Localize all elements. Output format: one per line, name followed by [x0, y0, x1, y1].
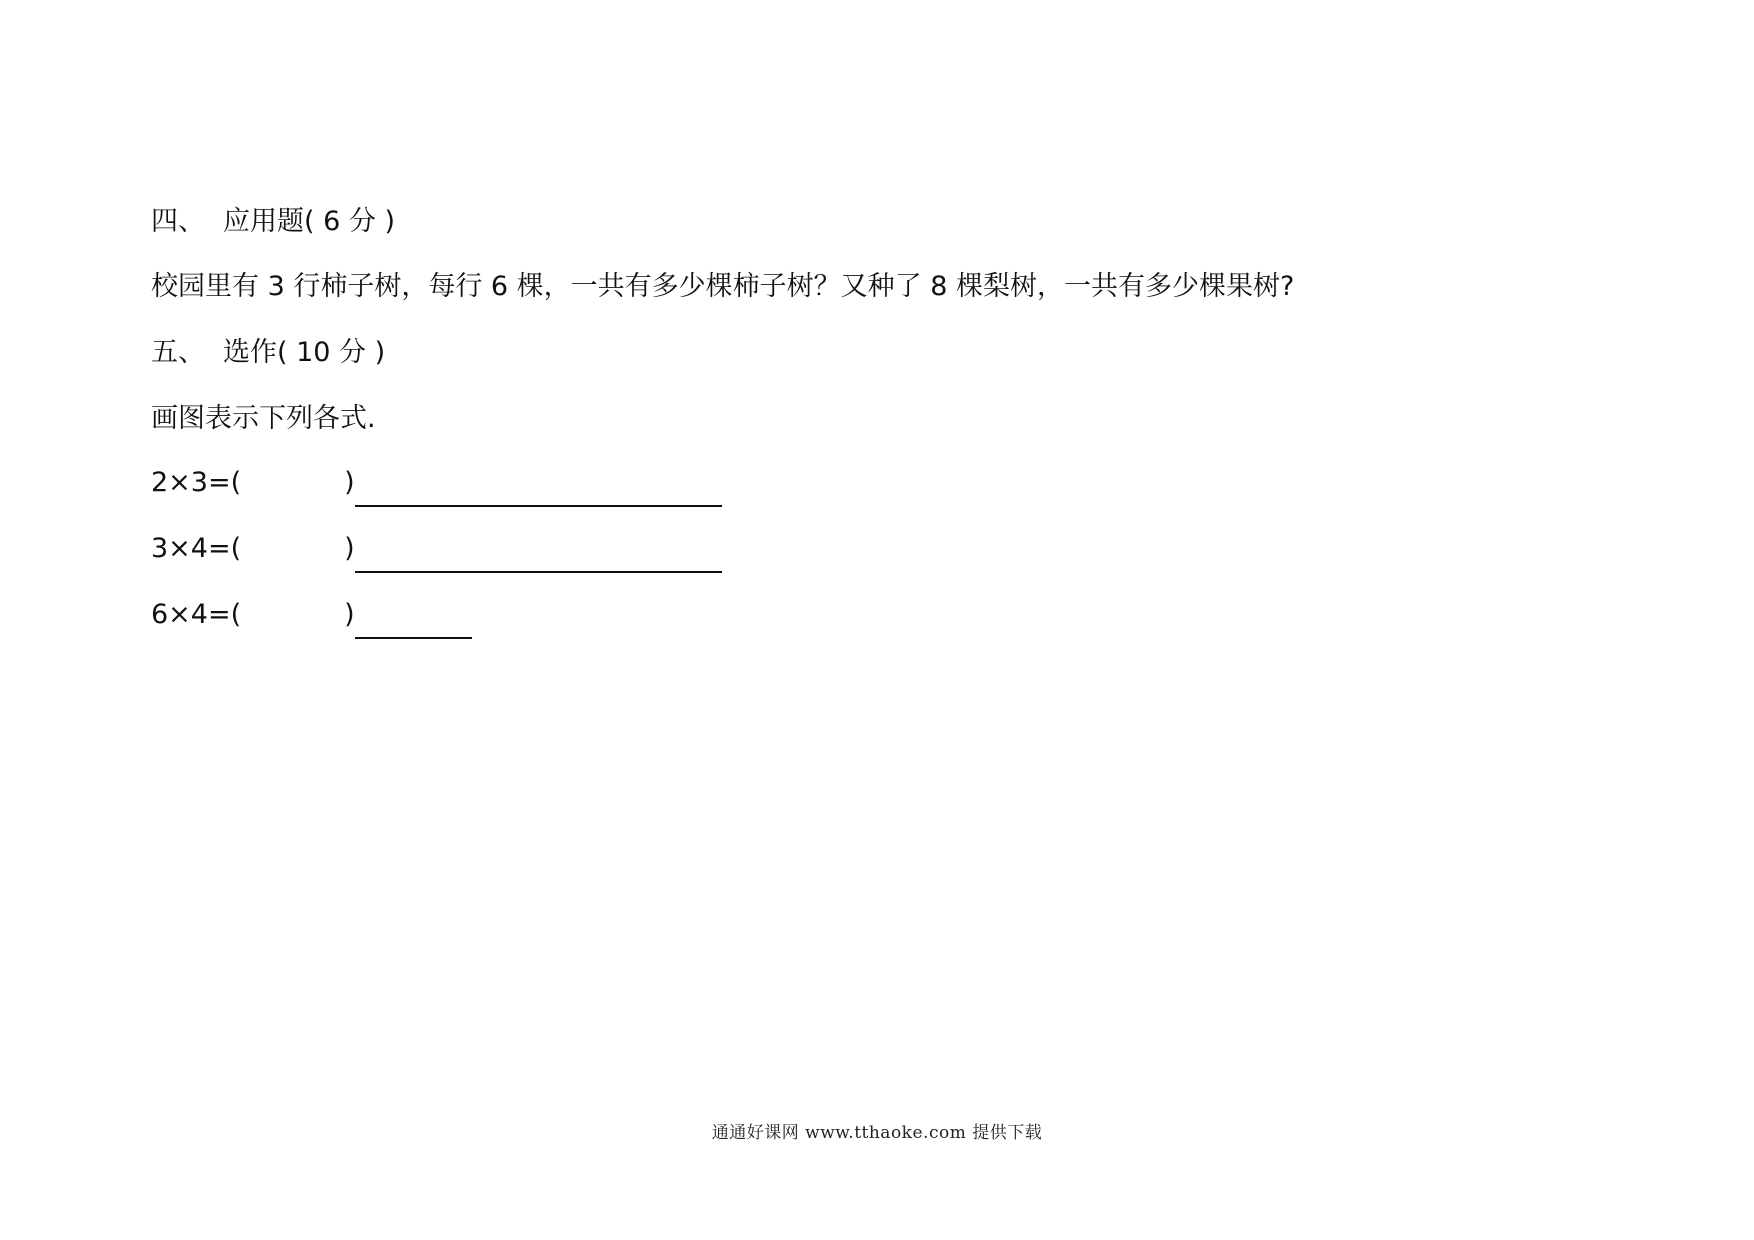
problem-5-instruction: 画图表示下列各式. [151, 403, 376, 434]
section-5-number: 五、 [151, 337, 205, 368]
equation-close-paren: ) [344, 467, 355, 498]
problem-4-text: 校园里有 3 行柿子树，每行 6 棵，一共有多少棵柿子树？又种了 8 棵梨树，一共有多少棵果树? [151, 271, 1295, 302]
equation-expression: 6×4=( [151, 599, 242, 630]
drawing-answer-line[interactable] [355, 471, 722, 507]
equation-row [151, 465, 722, 501]
equation-expression: 3×4=( [151, 533, 242, 564]
equation-close-paren: ) [344, 599, 355, 630]
drawing-answer-line[interactable] [355, 603, 472, 639]
section-5-heading [151, 335, 385, 371]
section-4-heading [151, 204, 395, 240]
equation-row [151, 597, 472, 633]
drawing-answer-line[interactable] [355, 537, 722, 573]
page-footer: 通通好课网 www.tthaoke.com 提供下载 [711, 1123, 1043, 1143]
equation-expression: 2×3=( [151, 467, 242, 498]
equation-close-paren: ) [344, 533, 355, 564]
section-4-title: 应用题( 6 分 ) [223, 206, 395, 237]
section-5-title: 选作( 10 分 ) [223, 337, 386, 368]
equation-row [151, 531, 722, 567]
section-4-number: 四、 [151, 206, 205, 237]
